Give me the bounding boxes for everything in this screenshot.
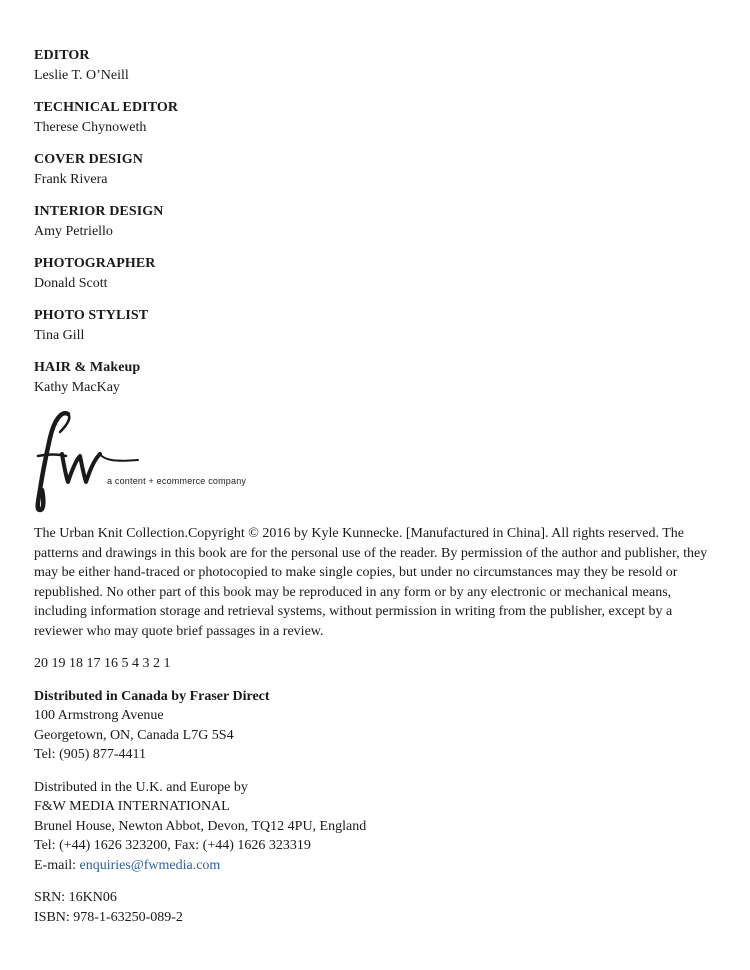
credit-role: TECHNICAL EDITOR: [34, 100, 179, 115]
publisher-logo: [34, 410, 724, 514]
uk-distribution: [34, 778, 724, 876]
credit-photo-stylist: [34, 306, 724, 345]
printing-line: 20 19 18 17 16 5 4 3 2 1: [34, 656, 171, 671]
uk-heading: Distributed in the U.K. and Europe by: [34, 779, 248, 795]
credit-role: PHOTO STYLIST: [34, 308, 149, 323]
canada-address-line-2: Georgetown, ON, Canada L7G 5S4: [34, 727, 234, 743]
credit-role: PHOTOGRAPHER: [34, 256, 156, 271]
credit-hair-makeup: [34, 358, 724, 397]
credit-name: Frank Rivera: [34, 171, 108, 187]
credit-name: Amy Petriello: [34, 223, 113, 239]
email-label: E-mail:: [34, 857, 80, 873]
credit-cover-design: [34, 150, 724, 189]
uk-email-line: [34, 856, 724, 876]
canada-telephone: Tel: (905) 877-4411: [34, 747, 147, 762]
fw-logo-icon: [32, 410, 142, 514]
credit-role: HAIR & Makeup: [34, 360, 141, 375]
credit-name: Leslie T. O’Neill: [34, 67, 129, 83]
canada-heading: Distributed in Canada by Fraser Direct: [34, 688, 270, 704]
identifiers: [34, 888, 724, 927]
canada-distribution: [34, 687, 724, 765]
credit-editor: [34, 46, 724, 85]
email-link[interactable]: enquiries@fwmedia.com: [79, 857, 221, 873]
credit-name: Donald Scott: [34, 275, 108, 291]
credit-photographer: [34, 254, 724, 293]
credit-name: Tina Gill: [34, 327, 85, 343]
credit-technical-editor: [34, 98, 724, 137]
credit-role: COVER DESIGN: [34, 152, 143, 167]
logo-tagline: a content + ecommerce company: [107, 476, 247, 486]
isbn: ISBN: 978-1-63250-089-2: [34, 909, 183, 925]
credit-name: Kathy MacKay: [34, 379, 120, 395]
srn: SRN: 16KN06: [34, 890, 117, 905]
copyright-page: [34, 46, 724, 940]
canada-address-line-1: 100 Armstrong Avenue: [34, 708, 164, 723]
uk-telephone-fax: Tel: (+44) 1626 323200, Fax: (+44) 1626 323319: [34, 838, 311, 853]
credit-role: INTERIOR DESIGN: [34, 204, 164, 219]
uk-company: F&W MEDIA INTERNATIONAL: [34, 799, 230, 814]
uk-address: Brunel House, Newton Abbot, Devon, TQ12 4PU, England: [34, 818, 367, 834]
credit-interior-design: [34, 202, 724, 241]
copyright-notice: The Urban Knit Collection.Copyright © 2016 by Kyle Kunnecke. [Manufactured in China]. All rights reserved. The patterns and drawings in this book are for the personal use of the reader. By permission of the author and publisher, they may be either hand-traced or photocopied to make single copies, but under no circumstances may they be resold or republished. No other part of this book may be reproduced in any form or by any electronic or mechanical means, including information storage and retrieval systems, without permission in writing from the publisher, except by a reviewer who may quote brief passages in a review.: [34, 526, 708, 639]
credit-name: Therese Chynoweth: [34, 119, 147, 135]
credit-role: EDITOR: [34, 48, 90, 63]
